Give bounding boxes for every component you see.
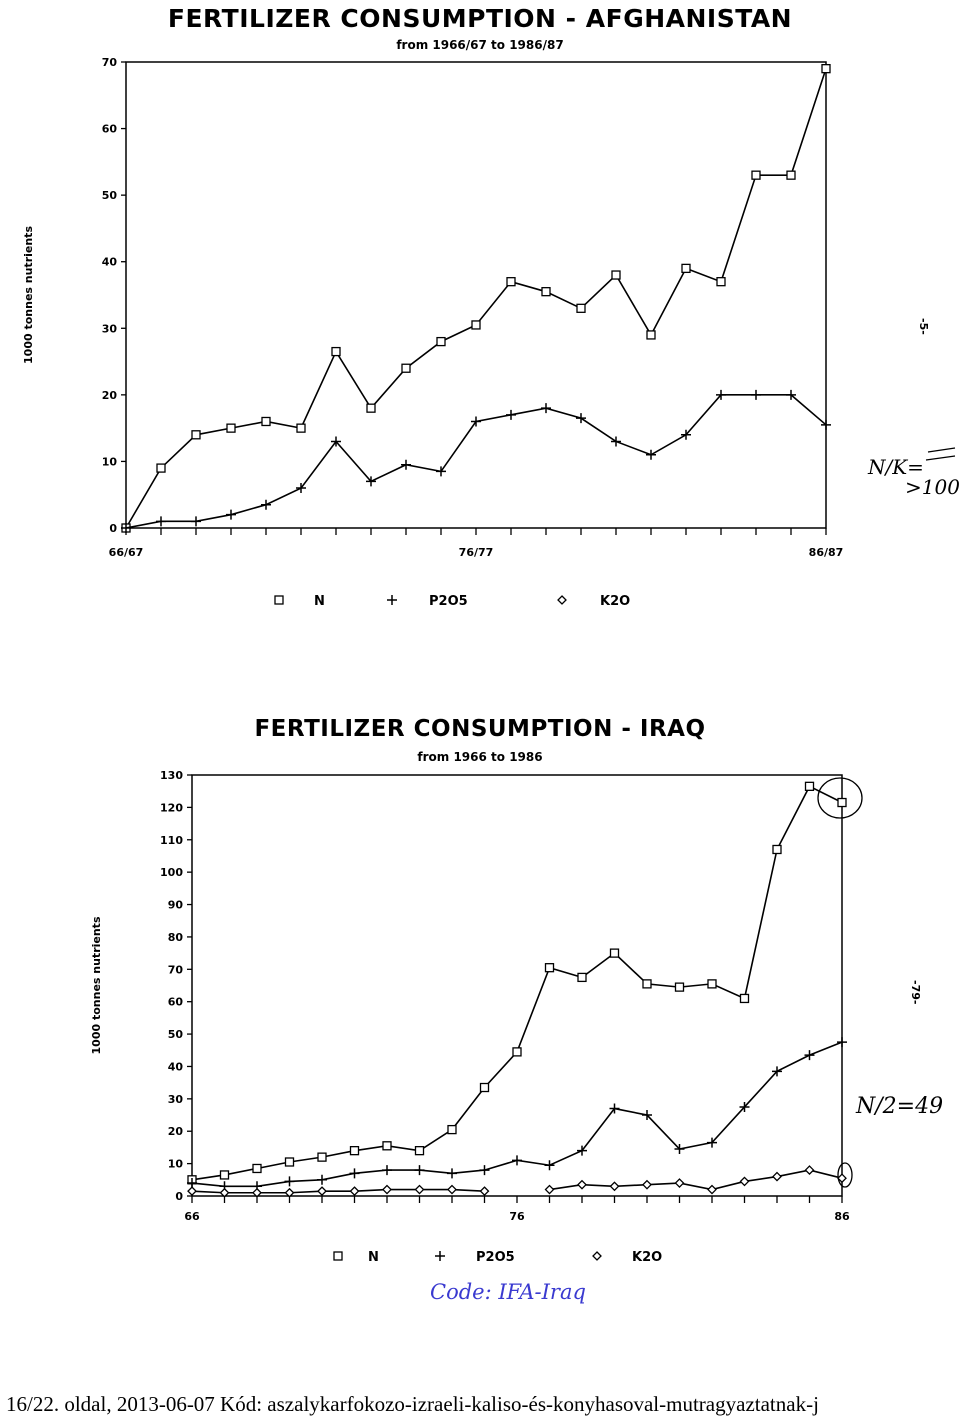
y-tick-label: 130 (160, 769, 183, 782)
data-point (578, 973, 586, 981)
y-axis-label: 1000 tonnes nutrients (90, 916, 103, 1055)
y-tick-label: 10 (167, 1157, 183, 1171)
series-line (192, 1190, 485, 1193)
y-tick-label: 40 (167, 1060, 183, 1074)
data-point (513, 1048, 521, 1056)
data-point (416, 1147, 424, 1155)
legend-label: K2O (632, 1250, 663, 1265)
y-tick-label: 40 (101, 255, 117, 269)
data-point (415, 1165, 425, 1175)
data-point (221, 1171, 229, 1179)
y-tick-label: 0 (175, 1190, 183, 1203)
y-tick-label: 20 (101, 388, 117, 402)
data-point (350, 1168, 360, 1178)
data-point (643, 1181, 651, 1189)
y-tick-label: 10 (101, 455, 117, 469)
y-tick-label: 60 (167, 995, 183, 1009)
handwritten-note: N/K= (868, 455, 924, 479)
handwritten-note: >100 (905, 475, 960, 499)
data-point (481, 1084, 489, 1092)
data-point (383, 1186, 391, 1194)
data-point (837, 1037, 847, 1047)
data-point (253, 1164, 261, 1172)
series-p2o5 (187, 1037, 847, 1191)
data-point (318, 1187, 326, 1195)
data-point (806, 782, 814, 790)
data-point (317, 1175, 327, 1185)
page-number-mark: -5- (917, 318, 930, 335)
data-point (806, 1166, 814, 1174)
legend-label: P2O5 (476, 1250, 515, 1265)
iraq-chart-subtitle: from 1966 to 1986 (417, 750, 543, 764)
data-point (286, 1158, 294, 1166)
data-point (676, 1179, 684, 1187)
data-point (611, 1182, 619, 1190)
data-point (611, 949, 619, 957)
series-line (192, 786, 842, 1179)
iraq-chart-title: FERTILIZER CONSUMPTION - IRAQ (254, 716, 706, 742)
series-n (188, 782, 846, 1183)
code-label: Code: IFA-Iraq (430, 1280, 586, 1304)
y-tick-label: 70 (167, 963, 183, 977)
y-tick-label: 60 (101, 122, 117, 136)
legend-label: K2O (600, 594, 631, 609)
data-point (773, 1173, 781, 1181)
data-point (546, 1186, 554, 1194)
legend-marker (334, 1252, 342, 1260)
y-tick-label: 20 (167, 1125, 183, 1139)
legend-label: P2O5 (429, 594, 468, 609)
x-tick-label: 66/67 (108, 546, 144, 559)
data-point (188, 1187, 196, 1195)
data-point (351, 1187, 359, 1195)
legend-label: N (368, 1250, 379, 1265)
afghanistan-chart-subtitle: from 1966/67 to 1986/87 (396, 38, 564, 52)
y-tick-label: 120 (160, 801, 183, 815)
data-point (741, 1177, 749, 1185)
legend-label: N (314, 594, 325, 609)
data-point (838, 799, 846, 807)
y-tick-label: 30 (101, 322, 117, 336)
data-point (447, 1168, 457, 1178)
handwritten-note: N/2=49 (856, 1094, 944, 1119)
y-tick-label: 110 (160, 833, 183, 847)
x-tick-label: 86/87 (808, 546, 844, 559)
data-point (708, 1186, 716, 1194)
data-point (773, 845, 781, 853)
data-point (383, 1142, 391, 1150)
y-tick-label: 0 (109, 522, 117, 535)
legend-marker (593, 1252, 601, 1260)
x-tick-label: 76 (509, 1210, 525, 1223)
data-point (578, 1181, 586, 1189)
y-tick-label: 80 (167, 930, 183, 944)
legend-marker (435, 1251, 445, 1261)
series-line (550, 1170, 843, 1189)
y-tick-label: 50 (101, 189, 117, 203)
circle-annotation (838, 1163, 852, 1187)
y-axis-label: 1000 tonnes nutrients (22, 226, 35, 364)
data-point (351, 1147, 359, 1155)
x-tick-label: 66 (184, 1210, 200, 1223)
legend (334, 1250, 662, 1265)
page-number-mark: -79- (909, 980, 922, 1005)
y-tick-label: 30 (167, 1092, 183, 1106)
data-point (448, 1126, 456, 1134)
data-point (545, 1160, 555, 1170)
data-point (416, 1186, 424, 1194)
page-footer: 16/22. oldal, 2013-06-07 Kód: aszalykarfokozo-izraeli-kaliso-és-konyhasoval-mutragyaztatnak-j (6, 1392, 819, 1416)
data-point (741, 994, 749, 1002)
data-point (285, 1176, 295, 1186)
data-point (318, 1153, 326, 1161)
data-point (546, 964, 554, 972)
data-point (676, 983, 684, 991)
data-point (643, 980, 651, 988)
y-tick-label: 100 (160, 866, 183, 880)
y-tick-label: 50 (167, 1028, 183, 1042)
data-point (481, 1187, 489, 1195)
y-tick-label: 70 (101, 56, 117, 69)
data-point (708, 980, 716, 988)
data-point (382, 1165, 392, 1175)
x-tick-label: 76/77 (458, 546, 494, 559)
data-point (448, 1186, 456, 1194)
data-point (480, 1165, 490, 1175)
y-tick-label: 90 (167, 898, 183, 912)
afghanistan-chart-title: FERTILIZER CONSUMPTION - AFGHANISTAN (167, 4, 793, 33)
plot-frame (192, 775, 842, 1196)
data-point (805, 1050, 815, 1060)
data-point (512, 1155, 522, 1165)
x-tick-label: 86 (834, 1210, 850, 1223)
